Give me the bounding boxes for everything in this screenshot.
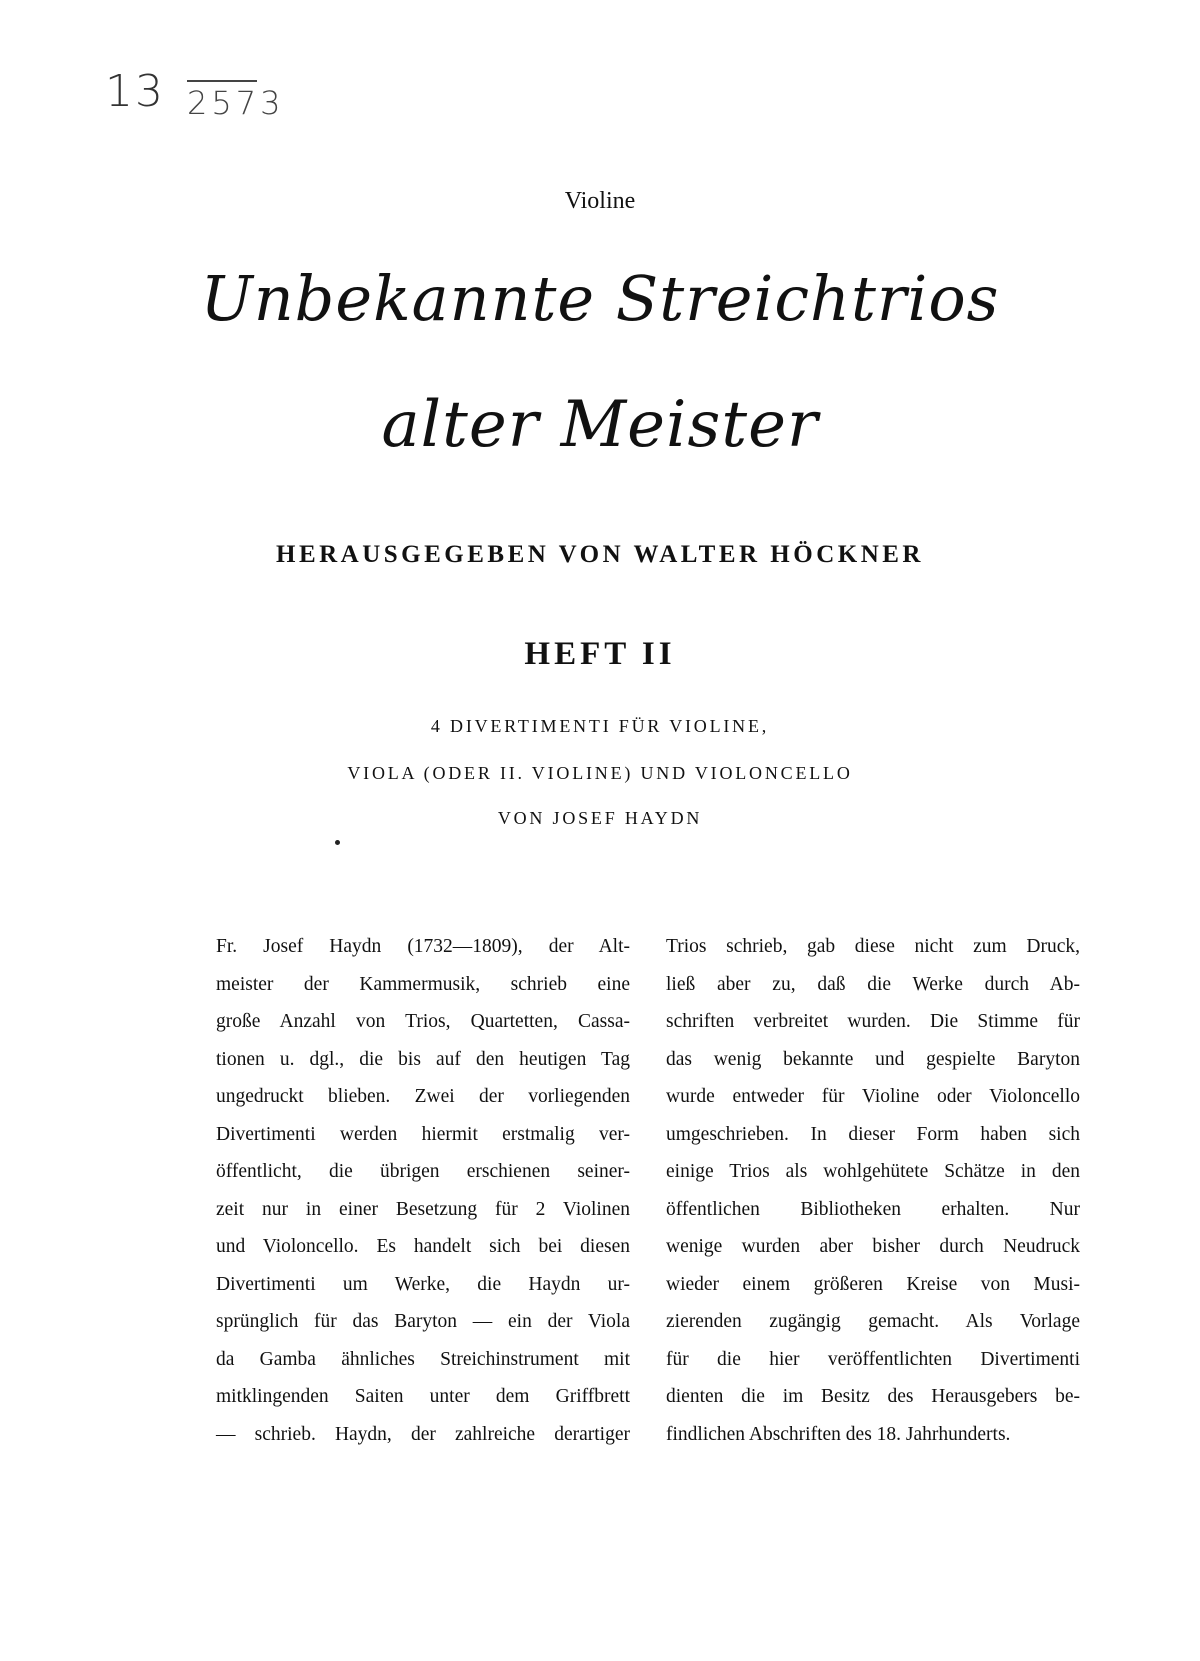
handwritten-shelfmark xyxy=(105,66,285,122)
intro-text-left-column xyxy=(216,928,630,1453)
text-line: zierenden zugängig gemacht. Als Vorlage xyxy=(666,1311,1080,1332)
text-line: Divertimenti werden hiermit erstmalig ver- xyxy=(216,1123,630,1145)
shelfmark-number: 13 xyxy=(105,66,165,117)
text-line: mitklingenden Saiten unter dem Griffbrett xyxy=(216,1386,630,1407)
shelfmark-catalog-number: 2573 xyxy=(187,84,285,122)
text-line: große Anzahl von Trios, Quartetten, Cassa- xyxy=(216,1011,630,1032)
text-line: und Violoncello. Es handelt sich bei diesen xyxy=(216,1236,630,1257)
title-line-1: Unbekannte Streichtrios xyxy=(200,262,1000,335)
text-line: da Gamba ähnliches Streichinstrument mit xyxy=(216,1348,630,1370)
text-line: tionen u. dgl., die bis auf den heutigen Tag xyxy=(216,1048,630,1070)
subtitle-line-3: VON JOSEF HAYDN xyxy=(497,808,703,828)
text-line: meister der Kammermusik, schrieb eine xyxy=(216,973,630,995)
text-line: — schrieb. Haydn, der zahlreiche derartiger xyxy=(216,1423,630,1445)
text-line: wieder einem größeren Kreise von Musi- xyxy=(666,1273,1080,1295)
text-line: für die hier veröffentlichten Divertimenti xyxy=(666,1348,1080,1370)
text-line: Fr. Josef Haydn (1732—1809), der Alt- xyxy=(216,936,630,957)
text-line: Trios schrieb, gab diese nicht zum Druck, xyxy=(666,936,1080,957)
title-line-2: alter Meister xyxy=(381,388,819,462)
subtitle-line-1: 4 DIVERTIMENTI FÜR VIOLINE, xyxy=(430,716,770,736)
text-line: öffentlicht, die übrigen erschienen seiner- xyxy=(216,1161,630,1182)
text-line: einige Trios als wohlgehütete Schätze in den xyxy=(666,1161,1080,1182)
text-line: wurde entweder für Violine oder Violoncello xyxy=(666,1086,1080,1107)
text-line: umgeschrieben. In dieser Form haben sich xyxy=(666,1123,1080,1145)
ink-speck xyxy=(335,840,340,845)
intro-text-right-column xyxy=(666,928,1080,1453)
instrument-label: Violine xyxy=(564,188,636,214)
text-line: schriften verbreitet wurden. Die Stimme für xyxy=(666,1011,1080,1032)
editor-credit: HERAUSGEGEBEN VON WALTER HÖCKNER xyxy=(276,541,924,568)
text-line: das wenig bekannte und gespielte Baryton xyxy=(666,1048,1080,1070)
shelfmark-underline xyxy=(187,80,257,82)
text-line: öffentlichen Bibliotheken erhalten. Nur xyxy=(666,1198,1080,1220)
text-line: ungedruckt blieben. Zwei der vorliegenden xyxy=(216,1086,630,1107)
volume-heading: HEFT II xyxy=(524,636,676,672)
text-line: sprünglich für das Baryton — ein der Viola xyxy=(216,1311,630,1332)
text-line: ließ aber zu, daß die Werke durch Ab- xyxy=(666,973,1080,995)
text-line: Divertimenti um Werke, die Haydn ur- xyxy=(216,1273,630,1295)
text-line: dienten die im Besitz des Herausgebers be- xyxy=(666,1386,1080,1407)
subtitle-line-2: VIOLA (ODER II. VIOLINE) UND VIOLONCELLO xyxy=(347,763,853,783)
text-line: zeit nur in einer Besetzung für 2 Violinen xyxy=(216,1198,630,1220)
text-line: wenige wurden aber bisher durch Neudruck xyxy=(666,1236,1080,1257)
text-line: findlichen Abschriften des 18. Jahrhunderts. xyxy=(666,1423,1011,1445)
